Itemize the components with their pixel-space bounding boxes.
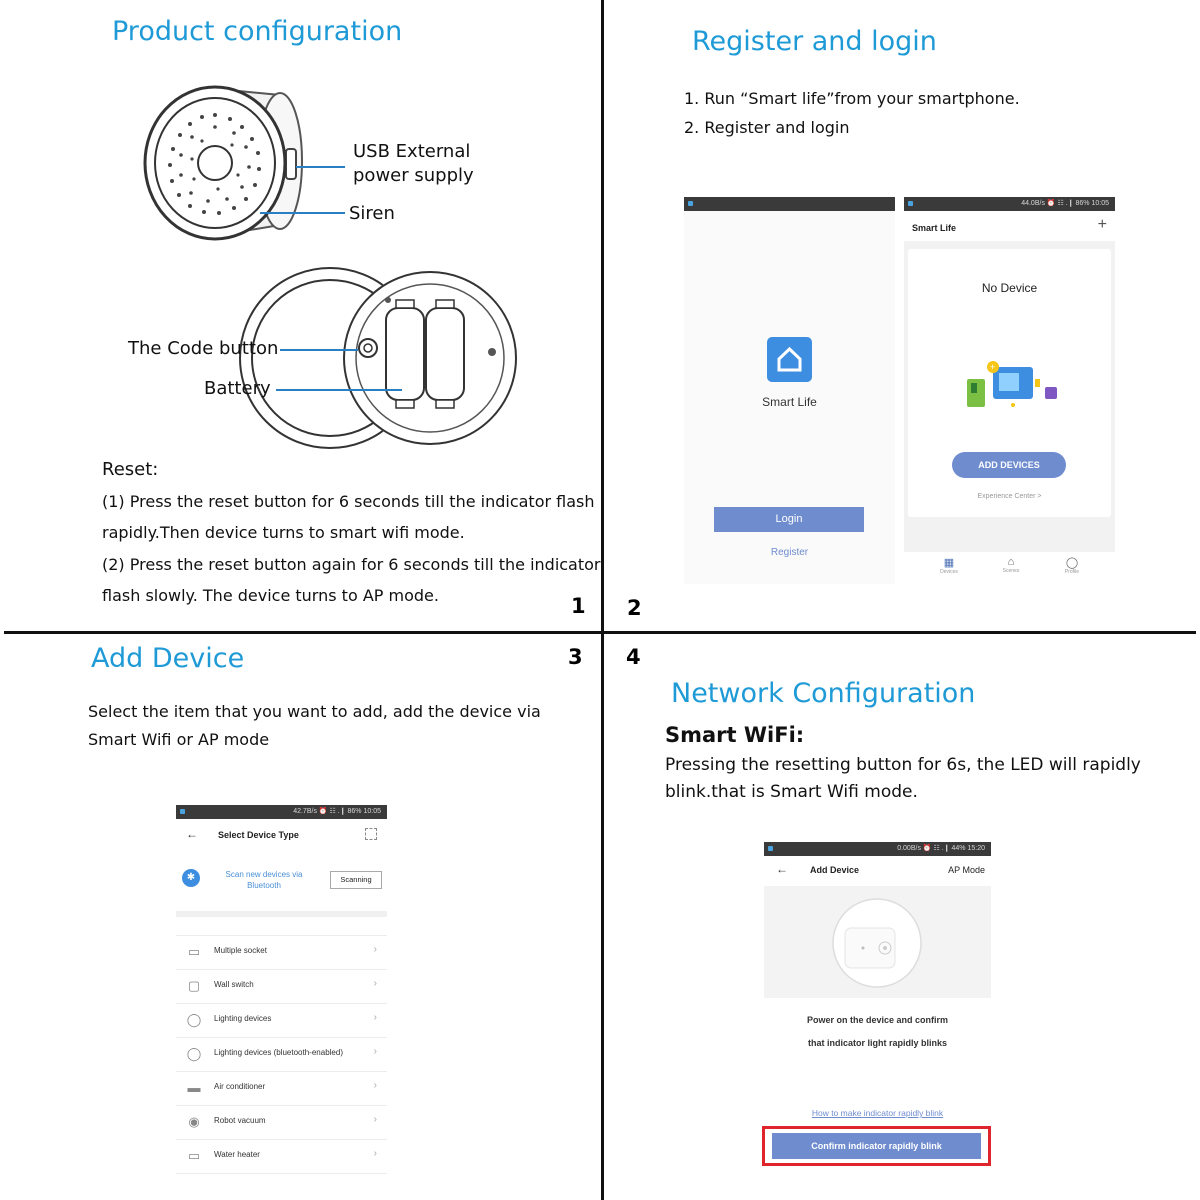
ap-mode-phone-screen — [764, 842, 991, 1170]
scan-text — [216, 869, 312, 891]
back-arrow-icon[interactable]: ← — [776, 862, 788, 876]
bulb-icon: ◯ — [186, 1012, 202, 1027]
add-device-desc-1: Select the item that you want to add, add the device via — [88, 702, 541, 721]
svg-text:+: + — [990, 362, 996, 372]
status-bar — [764, 842, 991, 856]
usb-label-line1: USB External — [353, 141, 471, 162]
status-bar — [176, 805, 387, 819]
reset-line-1: (1) Press the reset button for 6 seconds till the indicator flash — [102, 492, 595, 511]
list-item[interactable] — [176, 1105, 387, 1140]
panel-number-2: 2 — [627, 596, 642, 620]
experience-center-link[interactable]: Experience Center > — [977, 493, 1042, 500]
scan-qr-icon[interactable] — [365, 828, 377, 840]
status-text: 42.7B/s ⏰ ☷ .❙ 86% 10:05 — [293, 808, 381, 815]
socket-icon: ▭ — [187, 944, 201, 959]
device-image-area — [764, 886, 991, 998]
add-plus-icon[interactable]: + — [1097, 216, 1107, 233]
confirm-highlight-box — [762, 1126, 991, 1166]
scanning-button[interactable]: Scanning — [330, 871, 382, 889]
home-phone-screen — [904, 197, 1115, 584]
list-item[interactable] — [176, 1037, 387, 1072]
app-header — [904, 211, 1115, 241]
item-label: Lighting devices — [214, 1014, 272, 1023]
device-top-icon — [827, 898, 927, 988]
devices-illustration — [963, 349, 1063, 419]
device-bottom-view — [270, 270, 530, 450]
horizontal-divider — [4, 631, 1196, 634]
step-1: 1. Run “Smart life”from your smartphone. — [684, 89, 1020, 108]
reset-line-3: (2) Press the reset button again for 6 seconds till the indicator — [102, 555, 601, 574]
item-label: Air conditioner — [214, 1082, 266, 1091]
list-item[interactable] — [176, 1003, 387, 1038]
item-label: Water heater — [214, 1150, 260, 1159]
wall-switch-icon: ▢ — [187, 978, 201, 993]
reset-title: Reset: — [102, 459, 159, 480]
confirm-blink-button[interactable]: Confirm indicator rapidly blink — [772, 1133, 981, 1159]
scenes-icon: ⌂ — [1007, 556, 1015, 568]
no-device-text: No Device — [981, 281, 1038, 295]
add-device-title: Add Device — [91, 643, 245, 674]
app-name: Smart Life — [762, 395, 817, 409]
battery-label: Battery — [204, 378, 271, 399]
bulb-icon: ◯ — [186, 1046, 202, 1061]
item-label: Robot vacuum — [214, 1116, 266, 1125]
panel-number-3: 3 — [568, 645, 583, 669]
tab-scenes[interactable] — [996, 556, 1026, 574]
tab-profile-label: Profile — [1064, 569, 1080, 575]
add-device-desc-2: Smart Wifi or AP mode — [88, 730, 270, 749]
panel-number-4: 4 — [626, 645, 641, 669]
tab-devices[interactable] — [934, 556, 964, 575]
no-device-card — [908, 249, 1111, 517]
status-bar — [684, 197, 895, 211]
register-login-title: Register and login — [692, 26, 937, 57]
bottom-tab-bar — [904, 552, 1115, 584]
status-bar — [904, 197, 1115, 211]
smart-wifi-desc-1: Pressing the resetting button for 6s, the LED will rapidly — [665, 755, 1141, 775]
add-devices-button[interactable]: ADD DEVICES — [952, 452, 1066, 478]
item-label: Lighting devices (bluetooth-enabled) — [214, 1048, 343, 1057]
list-item[interactable] — [176, 1071, 387, 1106]
scan-text-line2: Bluetooth — [247, 881, 281, 890]
robot-vacuum-icon: ◉ — [188, 1114, 200, 1129]
product-configuration-title: Product configuration — [112, 16, 403, 47]
back-arrow-icon[interactable]: ← — [186, 827, 198, 841]
confirm-text-1: Power on the device and confirm — [806, 1015, 949, 1025]
profile-icon: ◯ — [1065, 557, 1079, 569]
chevron-right-icon: › — [373, 1080, 377, 1091]
reset-line-2: rapidly.Then device turns to smart wifi mode. — [102, 523, 465, 542]
status-text: 44.0B/s ⏰ ☷ .❙ 86% 10:05 — [1021, 200, 1109, 207]
confirm-text-2: that indicator light rapidly blinks — [807, 1038, 947, 1048]
bluetooth-scan-row — [176, 855, 387, 917]
code-button-label: The Code button — [128, 338, 279, 359]
select-device-header: Select Device Type — [218, 830, 299, 840]
network-configuration-title: Network Configuration — [671, 678, 976, 709]
header-title: Smart Life — [912, 223, 957, 233]
list-item[interactable] — [176, 969, 387, 1004]
air-conditioner-icon: ▬ — [187, 1080, 201, 1095]
siren-label: Siren — [349, 203, 395, 224]
select-device-phone-screen — [176, 805, 387, 1175]
list-item[interactable] — [176, 935, 387, 970]
item-label: Multiple socket — [214, 946, 267, 955]
register-link[interactable]: Register — [770, 547, 809, 558]
login-button[interactable]: Login — [714, 507, 864, 532]
item-label: Wall switch — [214, 980, 254, 989]
panel-number-1: 1 — [571, 594, 586, 618]
chevron-right-icon: › — [373, 978, 377, 989]
add-device-header: Add Device — [810, 865, 860, 875]
partial-row — [176, 917, 387, 936]
tab-profile[interactable] — [1057, 556, 1087, 575]
vertical-divider — [601, 0, 604, 1200]
bluetooth-icon: ✱ — [182, 869, 200, 887]
reset-line-4: flash slowly. The device turns to AP mode. — [102, 586, 439, 605]
smart-life-app-icon — [767, 337, 812, 382]
devices-icon: ▦ — [943, 557, 955, 569]
smart-wifi-subtitle: Smart WiFi: — [665, 723, 805, 747]
step-2: 2. Register and login — [684, 118, 850, 137]
howto-link[interactable]: How to make indicator rapidly blink — [811, 1108, 944, 1118]
chevron-right-icon: › — [373, 1046, 377, 1057]
water-heater-icon: ▭ — [187, 1148, 201, 1163]
scan-text-line1: Scan new devices via — [225, 870, 303, 879]
chevron-right-icon: › — [373, 1012, 377, 1023]
ap-mode-link[interactable]: AP Mode — [948, 865, 985, 875]
tab-scenes-label: Scenes — [1002, 568, 1020, 574]
tab-devices-label: Devices — [940, 569, 958, 575]
chevron-right-icon: › — [373, 1148, 377, 1159]
status-text: 0.00B/s ⏰ ☷ .❙ 44% 15:20 — [897, 845, 985, 852]
chevron-right-icon: › — [373, 1114, 377, 1125]
usb-label — [353, 140, 474, 188]
usb-label-line2: power supply — [353, 165, 474, 186]
smart-wifi-desc-2: blink.that is Smart Wifi mode. — [665, 782, 918, 802]
list-item[interactable] — [176, 1139, 387, 1174]
chevron-right-icon: › — [373, 944, 377, 955]
login-phone-screen — [684, 197, 895, 584]
